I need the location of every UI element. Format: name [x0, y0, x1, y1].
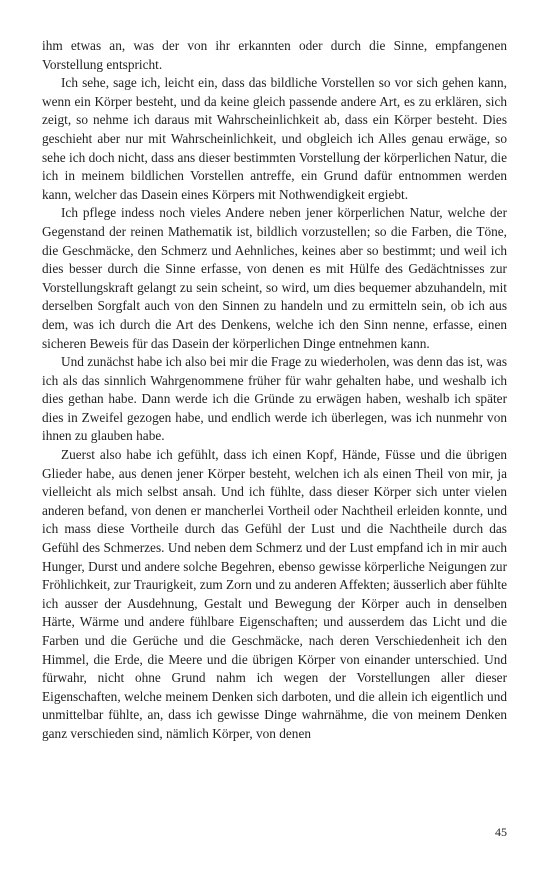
paragraph: Zuerst also habe ich gefühlt, dass ich einen Kopf, Hände, Füsse und die übrigen Glieder habe, aus denen jener Körper besteht, welchen ich als einen Theil von mir, ja vielleicht als mich selbst ansah. Und ich fühlte, dass dieser Körper sich unter vielen anderen befand, von denen er mancherlei Vortheil oder Nachtheil erleiden konnte, und ich mass diese Vortheile durch das Gefühl der Lust und die Nachtheile durch das Gefühl des Schmerzes. Und neben dem Schmerz und der Lust empfand ich in mir auch Hunger, Durst und andere solche Begehren, ebenso gewisse körperliche Neigungen zur Fröhlichkeit, zur Traurigkeit, zum Zorn und zu anderen Affekten; äusserlich aber fühlte ich ausser der Ausdehnung, Gestalt und Bewegung der Körper auch in denselben Härte, Wärme und andere fühlbare Eigenschaften; und ausserdem das Licht und die Farben und die Gerüche und die Geschmäcke, nach deren Verschiedenheit ich den Himmel, die Erde, die Meere und die übrigen Körper von einander unterschied. Und fürwahr, nicht ohne Grund nahm ich wegen der Vorstellungen aller dieser Eigenschaften, welche meinem Denken sich darboten, und die allein ich eigentlich und unmittelbar fühlte, an, dass ich gewisse Dinge wahrnähme, die von meinem Denken ganz verschieden sind, nämlich Körper, von denen [42, 447, 507, 741]
page-number: 45 [495, 825, 507, 839]
paragraph-continuation: ihm etwas an, was der von ihr erkannten oder durch die Sinne, empfangenen Vorstellung entspricht. [42, 38, 507, 72]
paragraph: Ich pflege indess noch vieles Andere neben jener körperlichen Natur, welche der Gegenstand der reinen Mathematik ist, bildlich vorzustellen; so die Farben, die Töne, die Geschmäcke, den Schmerz und Aehnliches, keines aber so bestimmt; und weil ich dies besser durch die Sinne erfasse, von denen es mit Hülfe des Gedächtnisses zur Vorstellungskraft gelangt zu sein scheint, so wird, um dies bequemer abzuhandeln, mit derselben Sorgfalt auch von den Sinnen zu handeln und zu ermitteln sein, ob ich aus dem, was ich durch die Art des Denkens, welche ich den Sinn nenne, erfasse, einen sicheren Beweis für das Dasein der körperlichen Dinge entnehmen kann. [42, 205, 507, 351]
paragraph: Ich sehe, sage ich, leicht ein, dass das bildliche Vorstellen so vor sich gehen kann, wenn ein Körper besteht, und da keine gleich passende andere Art, es zu erklären, sich zeigt, so nehme ich daraus mit Wahrscheinlichkeit ab, dass ein Körper besteht. Dies geschieht aber nur mit Wahrscheinlichkeit, und obgleich ich Alles genau erwäge, so sehe ich doch nicht, dass ans dieser bestimmten Vorstellung der körperlichen Natur, die ich in meinem bildlichen Vorstellen antreffe, ein Grund dafür entnommen werden kann, welcher das Dasein eines Körpers mit Nothwendigkeit ergiebt. [42, 75, 507, 202]
paragraph: Und zunächst habe ich also bei mir die Frage zu wiederholen, was denn das ist, was ich als das sinnlich Wahrgenommene früher für wahr gehalten habe, und weshalb ich dies gethan habe. Dann werde ich die Gründe zu erwägen haben, weshalb ich später dies in Zweifel gezogen habe, und endlich werde ich überlegen, was ich nunmehr von ihnen zu glauben habe. [42, 354, 507, 444]
page-body [42, 37, 507, 744]
